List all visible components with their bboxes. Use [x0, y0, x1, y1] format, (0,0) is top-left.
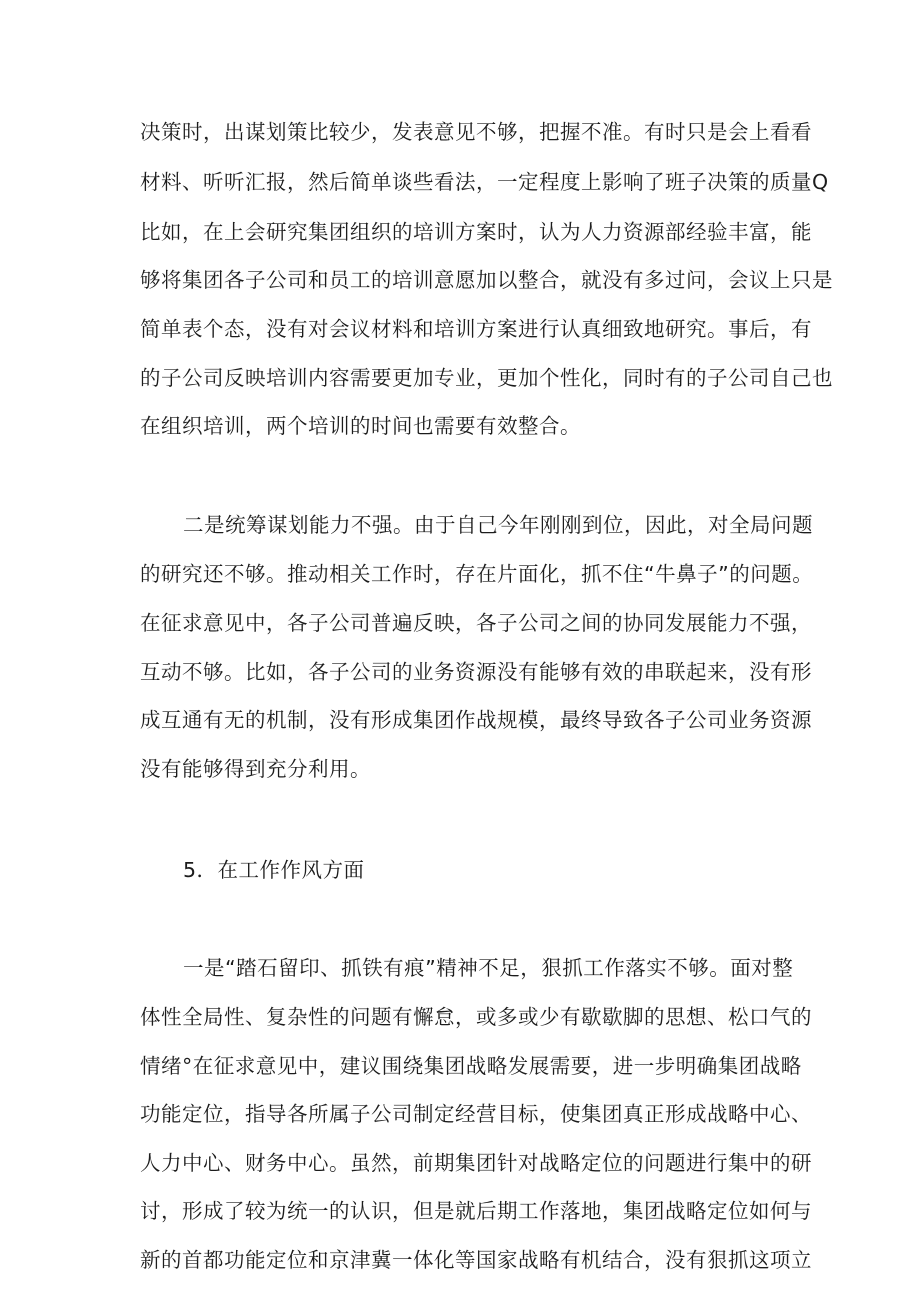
text-line: 在组织培训，两个培训的时间也需要有效整合。	[140, 414, 581, 438]
text-line: 材料、听听汇报，然后简单谈些看法，一定程度上影响了班子决策的质量Q	[140, 170, 829, 194]
text-line: 的子公司反映培训内容需要更加专业，更加个性化，同时有的子公司自己也	[140, 366, 833, 390]
text-line: 决策时，出谋划策比较少，发表意见不够，把握不准。有时只是会上看看	[140, 120, 812, 144]
text-line: 比如，在上会研究集团组织的培训方案时，认为人力资源部经验丰富，能	[140, 220, 812, 244]
text-line: 成互通有无的机制，没有形成集团作战规模，最终导致各子公司业务资源	[140, 708, 812, 732]
text-line: 在征求意见中，各子公司普遍反映，各子公司之间的协同发展能力不强，	[140, 611, 812, 635]
text-line: 功能定位，指导各所属子公司制定经营目标，使集团真正形成战略中心、	[140, 1102, 812, 1126]
section-heading: 5．在工作作风方面	[183, 858, 365, 882]
text-line: 简单表个态，没有对会议材料和培训方案进行认真细致地研究。事后，有	[140, 317, 812, 341]
text-line: 一是“踏石留印、抓铁有痕”精神不足，狠抓工作落实不够。面对整	[183, 956, 794, 980]
text-line: 够将集团各子公司和员工的培训意愿加以整合，就没有多过问，会议上只是	[140, 268, 833, 292]
text-line: 互动不够。比如，各子公司的业务资源没有能够有效的串联起来，没有形	[140, 660, 812, 684]
text-line: 人力中心、财务中心。虽然，前期集团针对战略定位的问题进行集中的研	[140, 1151, 812, 1175]
text-line: 情绪°在征求意见中，建议围绕集团战略发展需要，进一步明确集团战略	[140, 1054, 802, 1078]
text-line: 二是统筹谋划能力不强。由于自己今年刚刚到位，因此，对全局问题	[183, 513, 813, 537]
text-line: 体性全局性、复杂性的问题有懈怠，或多或少有歇歇脚的思想、松口气的	[140, 1005, 812, 1029]
text-line: 新的首都功能定位和京津冀一体化等国家战略有机结合，没有狠抓这项立	[140, 1248, 812, 1272]
text-line: 的研究还不够。推动相关工作时，存在片面化，抓不住“牛鼻子”的问题。	[140, 562, 814, 586]
text-line: 讨，形成了较为统一的认识，但是就后期工作落地，集团战略定位如何与	[140, 1199, 812, 1223]
text-line: 没有能够得到充分利用。	[140, 757, 371, 781]
